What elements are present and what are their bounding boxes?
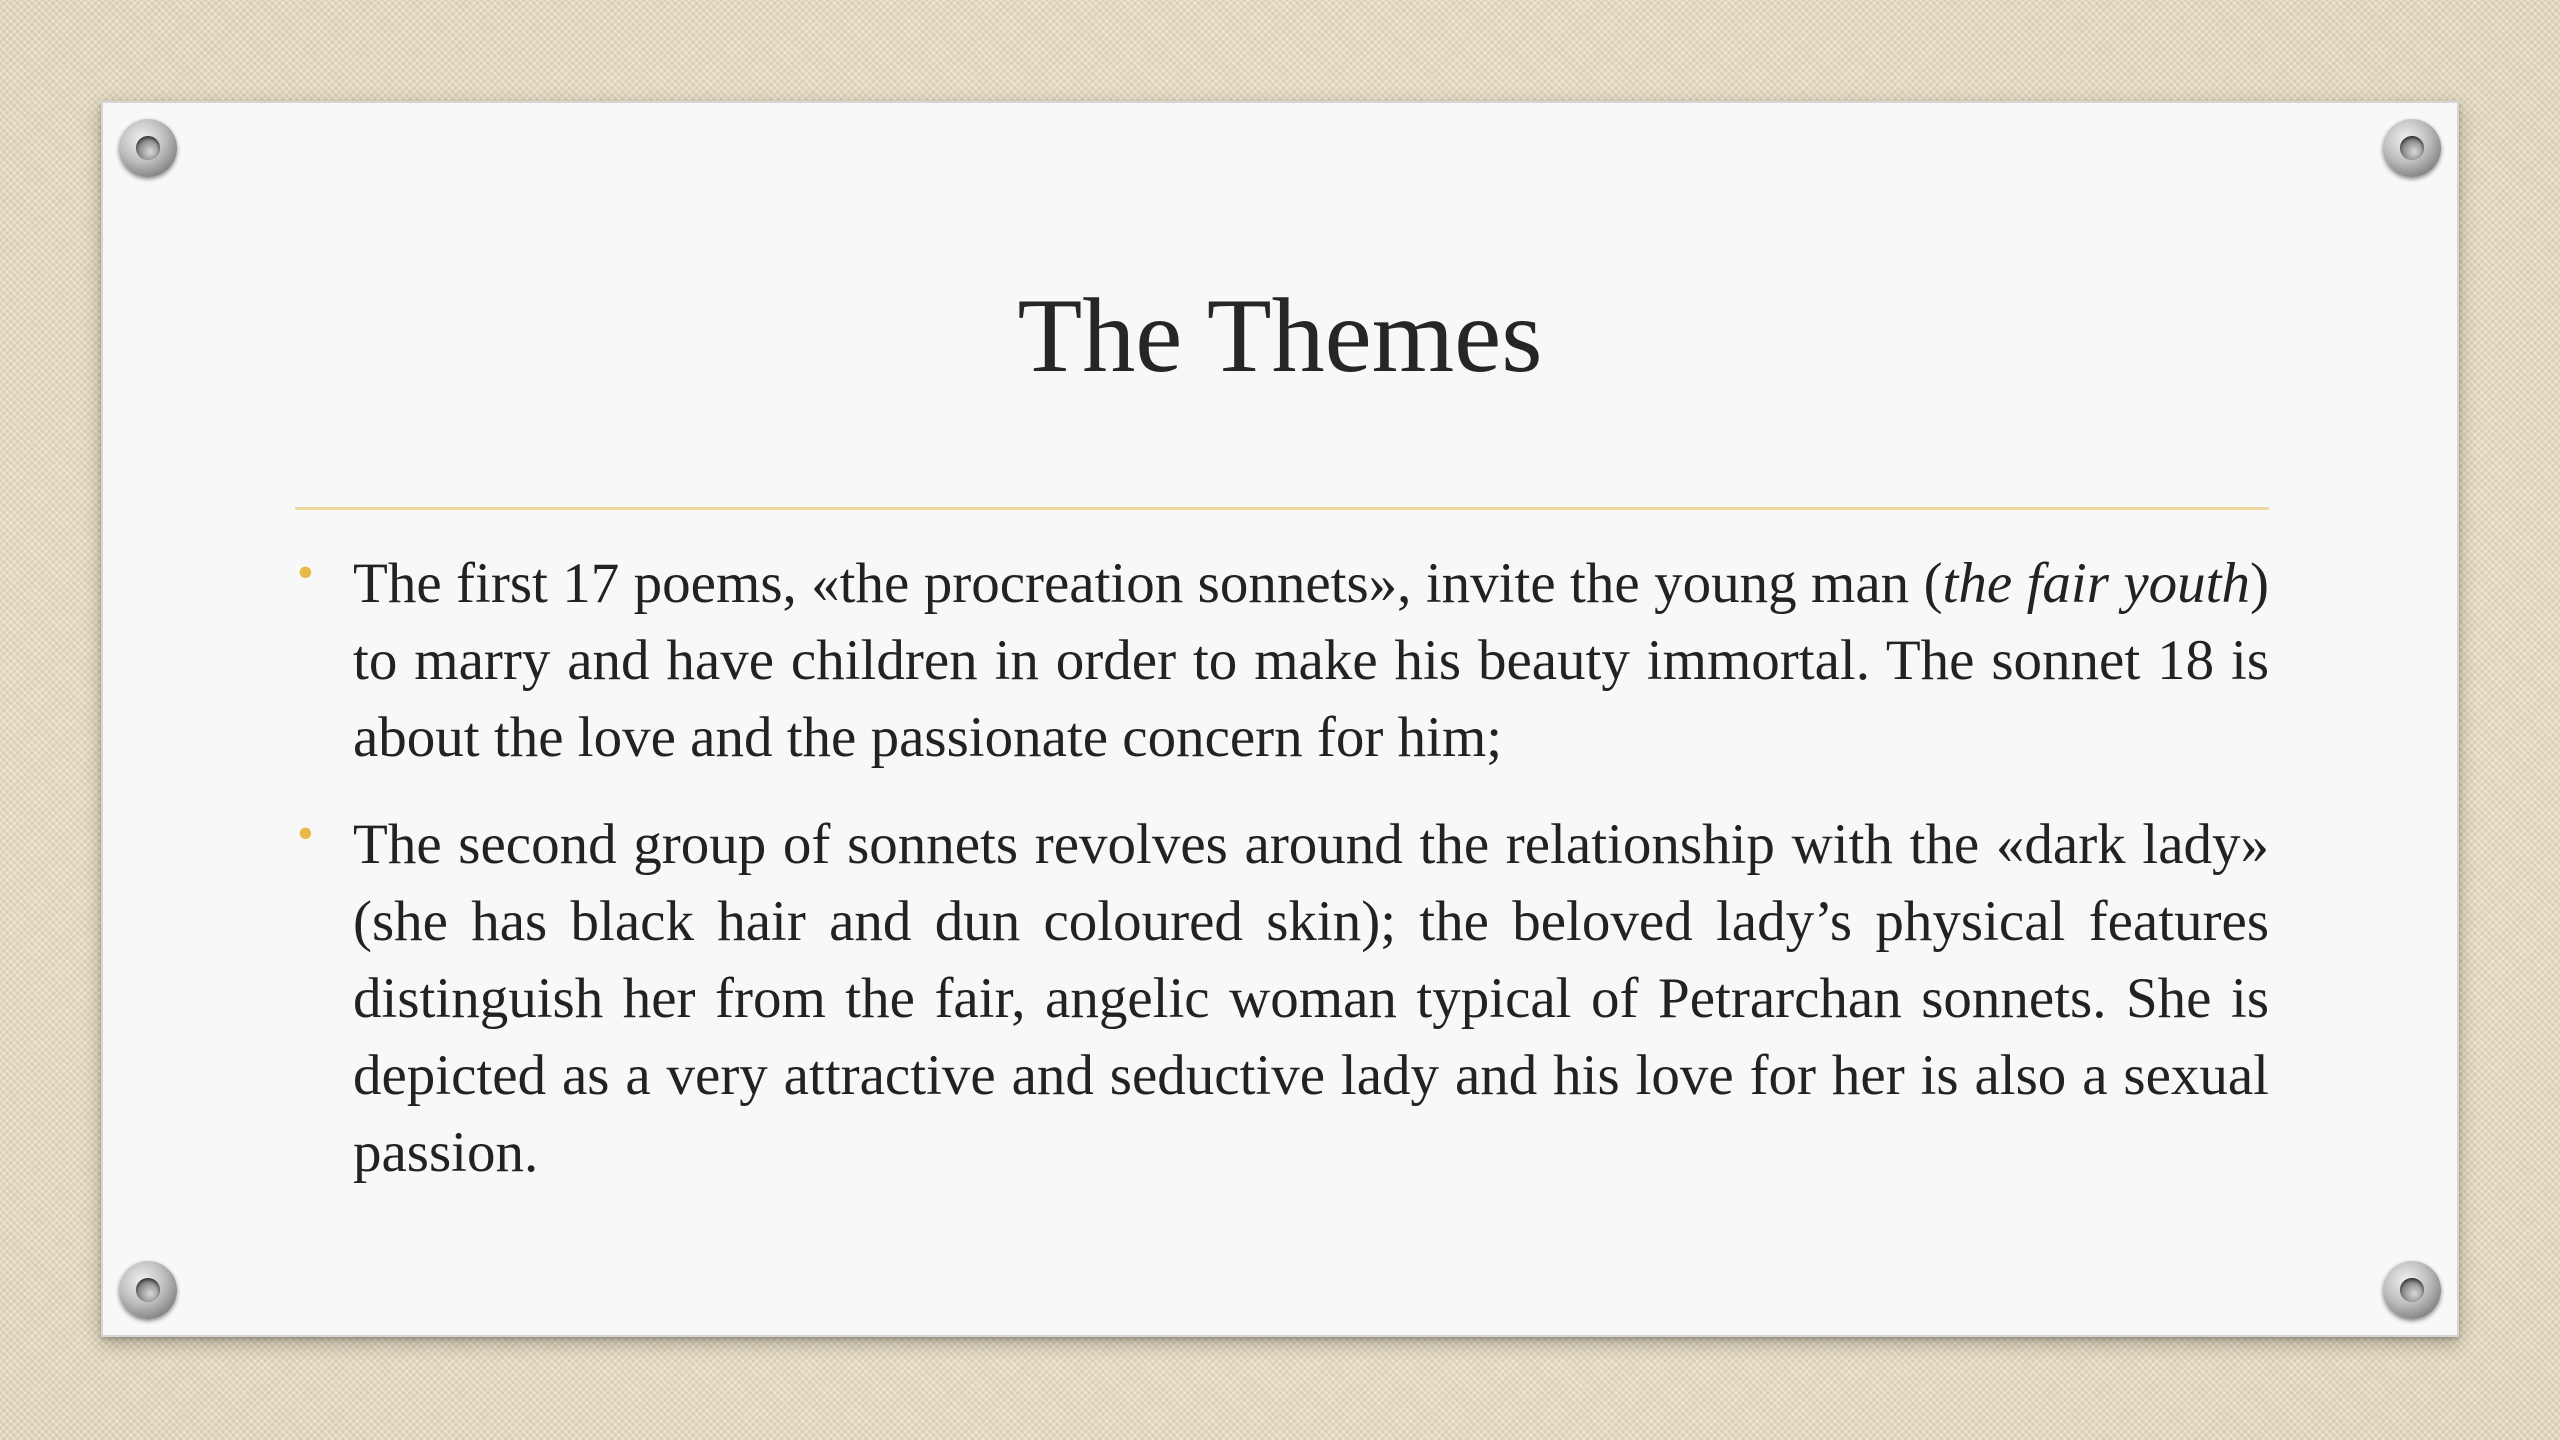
rivet-icon-top-left [119,119,177,177]
bullet-icon: • [297,807,314,860]
slide-title: The Themes [1017,277,1543,394]
title-divider [295,507,2269,510]
bullet-text: The second group of sonnets revolves around the relationship with the «dark lady» (she has black hair and dun coloured skin); the beloved lady’s physical features distinguish her from the fair, angelic woman typical of Petrarchan sonnets. She is depicted as a very attractive and seductive lady and his love for her is also a sexual passion. [353,813,2269,1184]
bullet-item-procreation-sonnets [295,545,2269,776]
bullet-text-italic: the fair youth [1942,552,2251,615]
slide-card [101,101,2459,1337]
bullet-text-end: ) to marry and have children in order to make his beauty immortal. The sonnet 18 is about the love and the passionate concern for him; [353,552,2269,769]
bullet-item-dark-lady [295,806,2269,1191]
bullet-list [295,545,2269,1221]
bullet-text-start: The first 17 poems, «the procreation sonnets», invite the young man ( [353,552,1943,615]
rivet-icon-top-right [2383,119,2441,177]
rivet-icon-bottom-left [119,1261,177,1319]
bullet-icon: • [297,546,314,599]
rivet-icon-bottom-right [2383,1261,2441,1319]
